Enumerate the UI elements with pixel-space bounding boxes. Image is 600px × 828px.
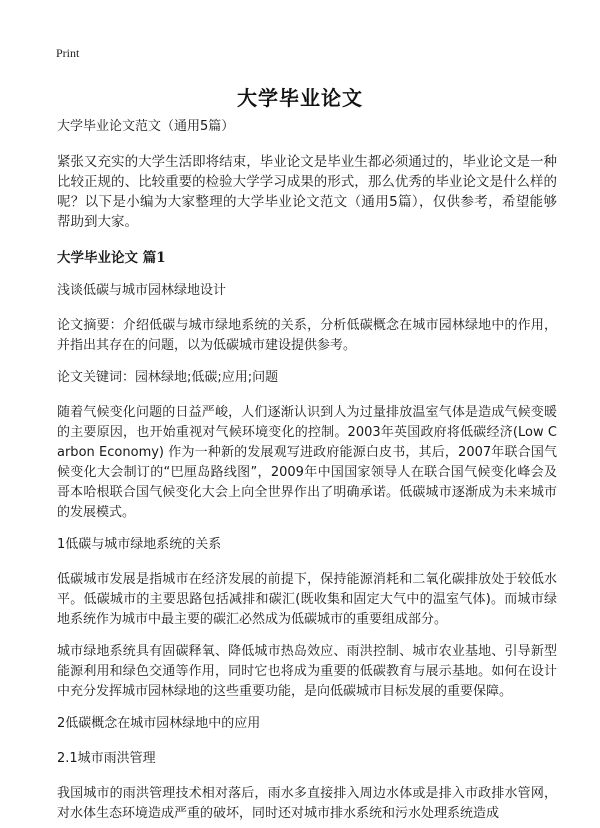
body-paragraph-2: 低碳城市发展是指城市在经济发展的前提下，保持能源消耗和二氧化碳排放处于较低水平。低碳城市的主要思路包括减排和碳汇(既收集和固定大气中的温室气体)。而城市绿地系统作为城市中最主要的碳汇必然成为低碳城市的重要组成部分。 — [57, 572, 557, 627]
subheading-2: 2低碳概念在城市园林绿地中的应用 — [57, 716, 261, 731]
subheading-2-1: 2.1城市雨洪管理 — [57, 751, 156, 766]
intro-paragraph: 紧张又充实的大学生活即将结束，毕业论文是毕业生都必须通过的，毕业论文是一种比较正规的、比较重要的检验大学学习成果的形式，那么优秀的毕业论文是什么样的呢？以下是小编为大家整理的大学毕业论文范文（通用5篇），仅供参考，希望能够帮助到大家。 — [57, 154, 557, 230]
abstract-paragraph: 论文摘要：介绍低碳与城市绿地系统的关系，分析低碳概念在城市园林绿地中的作用，并指出其存在的问题，以为低碳城市建设提供参考。 — [57, 318, 557, 353]
section-heading-1: 大学毕业论文 篇1 — [57, 250, 166, 266]
body-paragraph-1: 随着气候变化问题的日益严峻，人们逐渐认识到人为过量排放温室气体是造成气候变暖的主要原因，也开始重视对气候环境变化的控制。2003年英国政府将低碳经济(Low Carbon Economy) 作为一种新的发展观写进政府能源白皮书，其后，2007年联合国气候变化大会制订的“巴厘岛路线图”，2009年中国国家领导人在联合国气候变化峰会及哥本哈根联合国气候变化大会上向全世界作出了明确承诺。低碳城市逐渐成为未来城市的发展模式。 — [57, 405, 557, 520]
subheading-1: 1低碳与城市绿地系统的关系 — [57, 537, 222, 552]
body-paragraph-3: 城市绿地系统具有固碳释氧、降低城市热岛效应、雨洪控制、城市农业基地、引导新型能源利用和绿色交通等作用，同时它也将成为重要的低碳教育与展示基地。如何在设计中充分发挥城市园林绿地的这些重要功能，是向低碳城市目标发展的重要保障。 — [57, 644, 557, 699]
article-body — [57, 117, 557, 828]
paper-title: 浅谈低碳与城市园林绿地设计 — [57, 283, 227, 298]
keywords-line: 论文关键词：园林绿地;低碳;应用;问题 — [57, 370, 279, 385]
page-title: 大学毕业论文 — [237, 86, 363, 110]
body-paragraph-4: 我国城市的雨洪管理技术相对落后，雨水多直接排入周边水体或是排入市政排水管网，对水体生态环境造成严重的破坏，同时还对城市排水系统和污水处理系统造成 — [57, 786, 557, 821]
article-subtitle: 大学毕业论文范文（通用5篇） — [57, 119, 235, 134]
print-link[interactable]: Print — [56, 46, 80, 60]
